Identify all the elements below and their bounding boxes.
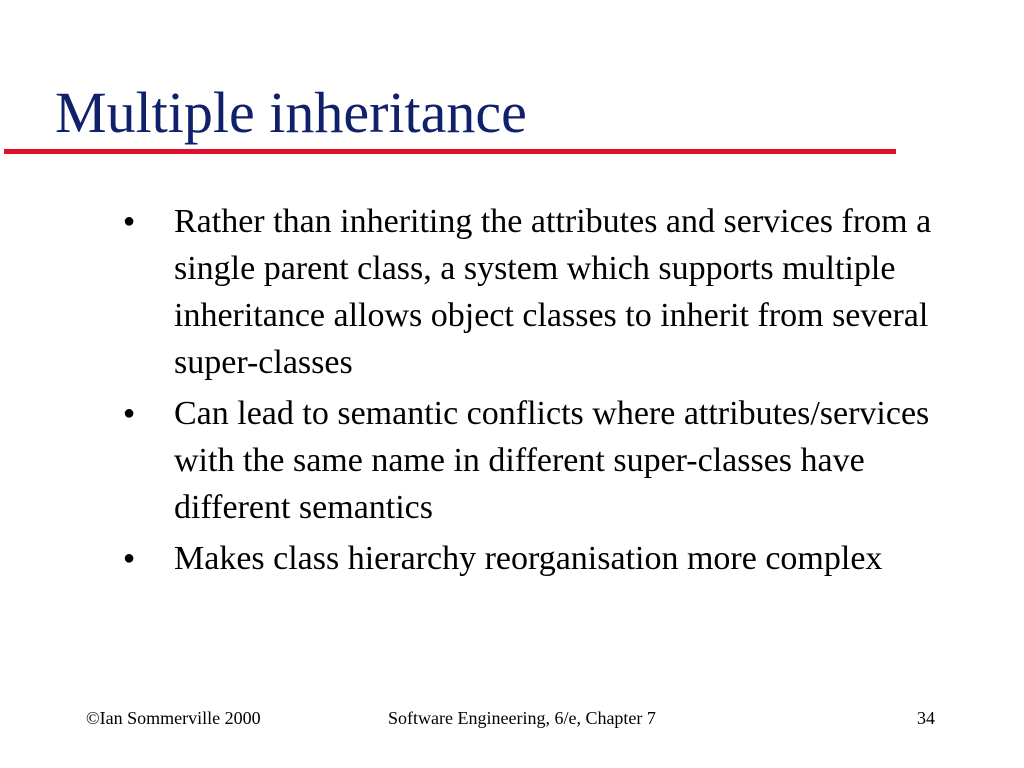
bullet-item bbox=[120, 198, 960, 386]
bullet-text: Makes class hierarchy reorganisation more complex bbox=[174, 540, 883, 577]
bullet-dot-icon: ● bbox=[123, 547, 136, 569]
footer-page-number: 34 bbox=[917, 708, 935, 728]
bullet-text: Can lead to semantic conflicts where attributes/services with the same name in different super-classes have different semantics bbox=[174, 395, 930, 526]
footer-book-title: Software Engineering, 6/e, Chapter 7 bbox=[388, 708, 656, 728]
bullet-item bbox=[120, 535, 960, 582]
bullet-dot-icon: ● bbox=[123, 402, 136, 424]
bullet-text: Rather than inheriting the attributes and services from a single parent class, a system which supports multiple inheritance allows object classes to inherit from several super-classes bbox=[174, 203, 932, 381]
title-underline-rule bbox=[4, 149, 896, 154]
bullet-item bbox=[120, 390, 960, 531]
bullet-dot-icon: ● bbox=[123, 210, 136, 232]
footer-copyright: ©Ian Sommerville 2000 bbox=[86, 708, 261, 728]
bullet-list bbox=[120, 198, 960, 586]
slide-title: Multiple inheritance bbox=[55, 80, 527, 145]
